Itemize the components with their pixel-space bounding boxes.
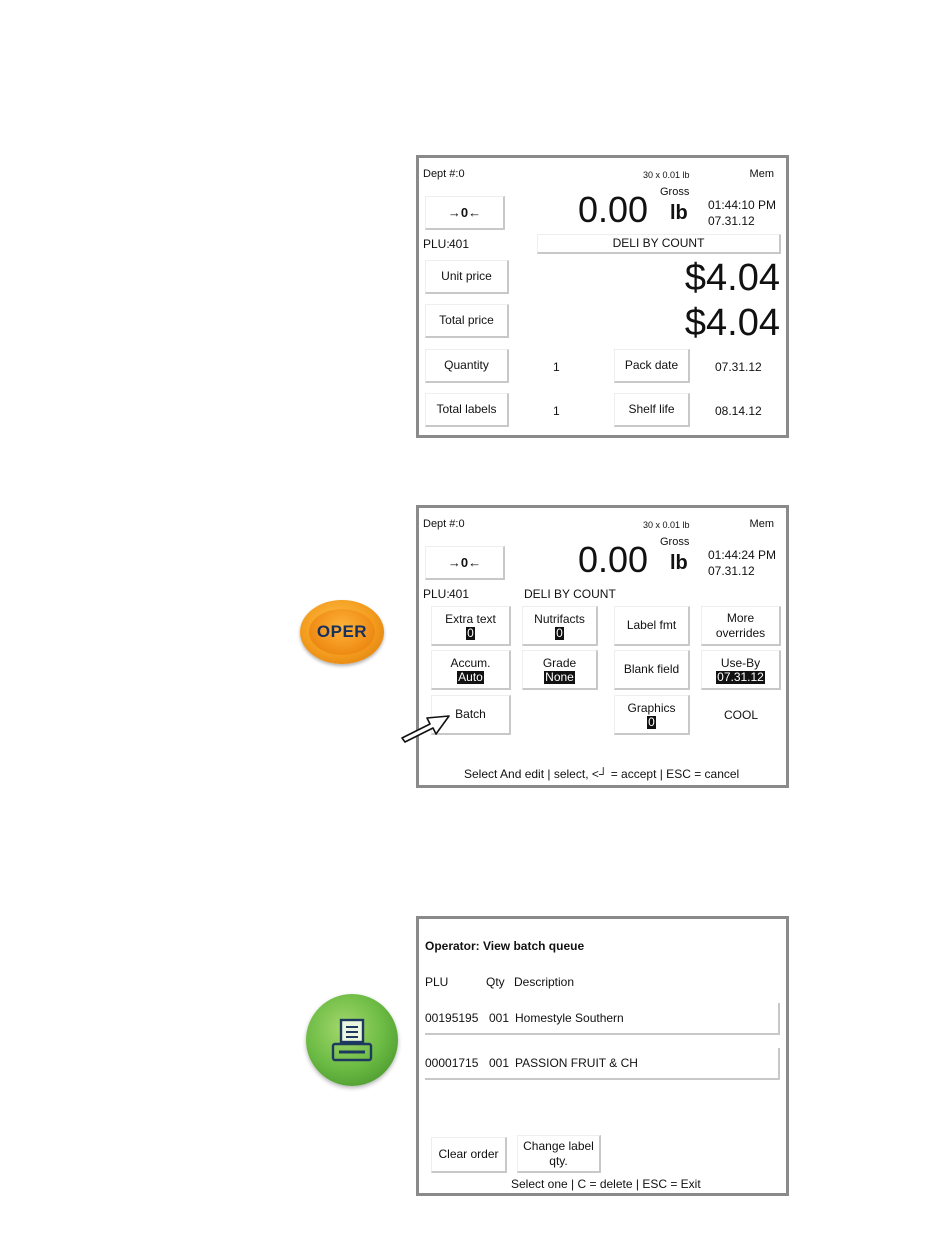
weight-unit: lb bbox=[670, 552, 688, 574]
plu-number: 401 bbox=[449, 237, 470, 251]
extra-text-value: 0 bbox=[467, 625, 474, 640]
total-labels-value: 1 bbox=[553, 404, 560, 418]
extra-text-button[interactable] bbox=[431, 606, 511, 646]
pack-date-button[interactable]: Pack date bbox=[614, 349, 690, 383]
gross-label: Gross bbox=[660, 186, 690, 198]
memory-indicator: Mem bbox=[749, 168, 774, 180]
hint-bar: Select And edit | select, <┘ = accept | ESC = cancel bbox=[464, 767, 740, 781]
change-label-line2: qty. bbox=[549, 1153, 568, 1168]
batch-row[interactable] bbox=[425, 1048, 780, 1080]
plu-number: 401 bbox=[449, 587, 470, 601]
dept-label: Dept #:0 bbox=[423, 168, 465, 180]
accum-button[interactable] bbox=[431, 650, 511, 690]
column-header-qty: Qty bbox=[486, 975, 505, 989]
column-header-plu: PLU bbox=[425, 975, 449, 989]
column-header-description: Description bbox=[514, 975, 575, 989]
shelf-life-button[interactable]: Shelf life bbox=[614, 393, 690, 427]
printer-icon bbox=[329, 1016, 375, 1064]
unit-price-value: $4.04 bbox=[684, 257, 780, 299]
use-by-value: 07.31.12 bbox=[717, 669, 764, 684]
batch-row[interactable] bbox=[425, 1003, 780, 1035]
nutrifacts-label: Nutrifacts bbox=[534, 611, 585, 626]
oper-key-label: OPER bbox=[316, 622, 368, 641]
grade-value: None bbox=[545, 669, 574, 684]
item-description[interactable]: DELI BY COUNT bbox=[537, 234, 781, 254]
total-price-value: $4.04 bbox=[684, 302, 780, 344]
more-overrides-line1: More bbox=[726, 610, 755, 625]
clear-order-button[interactable]: Clear order bbox=[431, 1137, 507, 1173]
time-display: 01:44:24 PM bbox=[708, 548, 777, 562]
change-label-qty-button[interactable] bbox=[517, 1135, 601, 1173]
total-labels-button[interactable]: Total labels bbox=[425, 393, 509, 427]
use-by-button[interactable] bbox=[701, 650, 781, 690]
grade-button[interactable] bbox=[522, 650, 598, 690]
nutrifacts-button[interactable] bbox=[522, 606, 598, 646]
shelf-life-value: 08.14.12 bbox=[715, 404, 762, 418]
oper-key[interactable] bbox=[300, 600, 384, 664]
use-by-label: Use-By bbox=[720, 655, 761, 670]
zero-button[interactable]: →0← bbox=[425, 196, 505, 230]
total-price-button[interactable]: Total price bbox=[425, 304, 509, 338]
weight-display: 0.00 bbox=[578, 189, 649, 230]
extra-text-label: Extra text bbox=[445, 611, 496, 626]
cool-button[interactable]: COOL bbox=[701, 695, 781, 735]
row-description: Homestyle Southern bbox=[515, 1011, 624, 1025]
time-display: 01:44:10 PM bbox=[708, 198, 777, 212]
weight-display: 0.00 bbox=[578, 539, 649, 580]
date-display: 07.31.12 bbox=[708, 214, 755, 228]
graphics-button[interactable] bbox=[614, 695, 690, 735]
item-description: DELI BY COUNT bbox=[524, 587, 616, 601]
graphics-value: 0 bbox=[648, 714, 655, 729]
grade-label: Grade bbox=[542, 655, 577, 670]
label-format-button[interactable]: Label fmt bbox=[614, 606, 690, 646]
hint-bar: Select one | C = delete | ESC = Exit bbox=[511, 1177, 701, 1191]
accum-label: Accum. bbox=[450, 655, 491, 670]
batch-button[interactable]: Batch bbox=[431, 695, 511, 735]
zero-button[interactable]: →0← bbox=[425, 546, 505, 580]
gross-label: Gross bbox=[660, 536, 690, 548]
scale-screen-main bbox=[416, 155, 789, 438]
scale-capacity: 30 x 0.01 lb bbox=[643, 520, 690, 530]
print-key[interactable] bbox=[306, 994, 398, 1086]
row-plu: 00001715 bbox=[425, 1056, 479, 1070]
plu-label: PLU: bbox=[423, 587, 450, 601]
row-qty: 001 bbox=[489, 1011, 510, 1025]
accum-value: Auto bbox=[458, 669, 483, 684]
quantity-button[interactable]: Quantity bbox=[425, 349, 509, 383]
more-overrides-line2: overrides bbox=[715, 625, 766, 640]
screen-title: Operator: View batch queue bbox=[425, 939, 585, 953]
row-description: PASSION FRUIT & CH bbox=[515, 1056, 638, 1070]
memory-indicator: Mem bbox=[749, 518, 774, 530]
scale-screen-overrides bbox=[416, 505, 789, 788]
plu-label: PLU: bbox=[423, 237, 450, 251]
quantity-value: 1 bbox=[553, 360, 560, 374]
row-qty: 001 bbox=[489, 1056, 510, 1070]
more-overrides-button[interactable] bbox=[701, 606, 781, 646]
weight-unit: lb bbox=[670, 202, 688, 224]
arrow-pointer-icon bbox=[396, 700, 454, 746]
graphics-label: Graphics bbox=[627, 700, 676, 715]
date-display: 07.31.12 bbox=[708, 564, 755, 578]
blank-field-button[interactable]: Blank field bbox=[614, 650, 690, 690]
oper-key-face bbox=[309, 609, 375, 655]
nutrifacts-value: 0 bbox=[556, 625, 563, 640]
dept-label: Dept #:0 bbox=[423, 518, 465, 530]
scale-capacity: 30 x 0.01 lb bbox=[643, 170, 690, 180]
row-plu: 00195195 bbox=[425, 1011, 479, 1025]
pack-date-value: 07.31.12 bbox=[715, 360, 762, 374]
batch-queue-screen bbox=[416, 916, 789, 1196]
change-label-line1: Change label bbox=[523, 1138, 594, 1153]
unit-price-button[interactable]: Unit price bbox=[425, 260, 509, 294]
